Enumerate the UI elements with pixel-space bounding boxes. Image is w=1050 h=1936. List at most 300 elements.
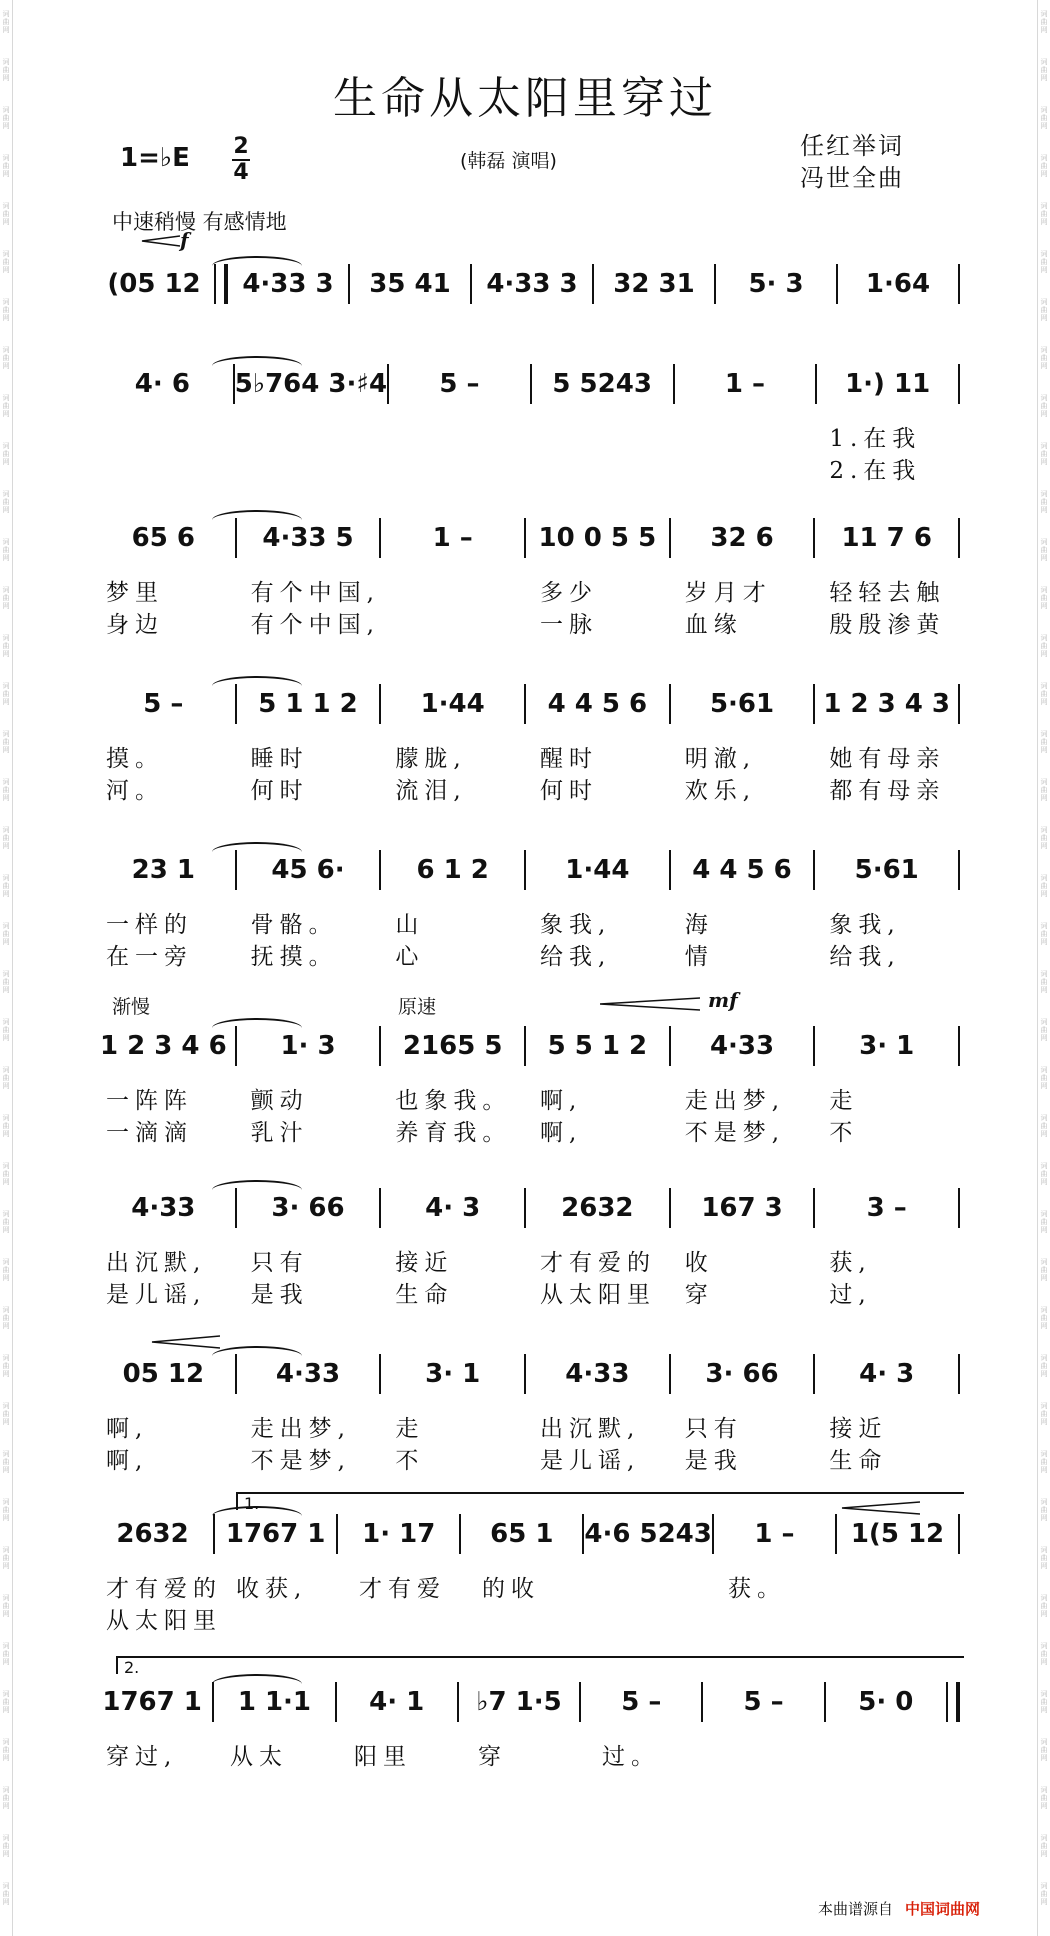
slur-mark	[212, 356, 302, 366]
watermark-text: 词曲网	[2, 298, 10, 322]
lyric-segment	[526, 420, 671, 453]
measure: 5 –	[621, 1687, 662, 1717]
watermark-text: 词曲网	[2, 106, 10, 130]
lyric-segment: 睡时	[250, 746, 309, 772]
watermark-text: 词曲网	[2, 1834, 10, 1858]
measure: 5· 0	[858, 1687, 914, 1717]
lyric-segment: 收获,	[236, 1576, 308, 1602]
key-signature: 1=♭E	[120, 143, 190, 173]
watermark-text: 词曲网	[2, 1114, 10, 1138]
watermark-text: 词曲网	[2, 874, 10, 898]
dynamic-mezzo-forte: mf	[708, 988, 738, 1012]
watermark-text: 词曲网	[1040, 250, 1048, 274]
lyric-segment: 只有	[250, 1250, 309, 1276]
slur-mark	[212, 256, 302, 266]
watermark-text: 词曲网	[2, 778, 10, 802]
barline	[958, 264, 960, 304]
watermark-text: 词曲网	[2, 1642, 10, 1666]
measure: 5 5 1 2	[547, 1031, 648, 1061]
time-signature	[232, 136, 250, 184]
barline	[958, 364, 960, 404]
watermark-text: 词曲网	[2, 1402, 10, 1426]
watermark-text: 词曲网	[2, 586, 10, 610]
lyric-segment: 象我,	[829, 912, 901, 938]
lyric-verse-1	[92, 740, 960, 773]
watermark-text: 词曲网	[2, 442, 10, 466]
lyric-segment: 明澈,	[684, 746, 756, 772]
lyric-segment	[671, 420, 816, 453]
lyric-segment: 才有爱的	[106, 1576, 222, 1602]
lyric-segment: 啊,	[106, 1416, 149, 1442]
watermark-text: 词曲网	[2, 634, 10, 658]
watermark-text: 词曲网	[1040, 1018, 1048, 1042]
measure: 1· 3	[280, 1031, 336, 1061]
lyric-segment	[836, 1738, 960, 1771]
lyric-segment: 殷殷渗黄	[829, 612, 946, 638]
measure: 4 4 5 6	[692, 855, 792, 885]
measure: 1· 17	[362, 1519, 436, 1549]
lyric-segment: 从太阳里	[106, 1608, 222, 1634]
lyric-segment: 心	[395, 944, 425, 970]
lyric-segment: 有个中国,	[250, 580, 380, 606]
measure: 2632	[116, 1519, 189, 1549]
meter-top: 2	[233, 134, 249, 159]
measure: (05 12	[107, 269, 201, 299]
measure: 1 –	[432, 523, 473, 553]
watermark-text: 词曲网	[1040, 58, 1048, 82]
measure: 5· 3	[748, 269, 804, 299]
lyric-segment	[714, 1602, 837, 1635]
dynamic-forte: f	[180, 228, 189, 252]
lyric-segment: 走	[395, 1416, 425, 1442]
lyric-segment: 阳里	[354, 1744, 412, 1770]
lyric-verse-2	[92, 938, 960, 971]
lyric-segment: 获。	[728, 1576, 786, 1602]
lyric-segment: 养育我。	[395, 1120, 512, 1146]
watermark-text: 词曲网	[2, 1738, 10, 1762]
watermark-text: 词曲网	[1040, 1306, 1048, 1330]
measure: 1 2 3 4 3	[823, 689, 951, 719]
slur-mark	[212, 1674, 302, 1684]
volta-second-ending: 2.	[116, 1656, 964, 1674]
measure: 5·61	[709, 689, 775, 719]
lyric-verse-1	[92, 906, 960, 939]
footer-brand: 中国词曲网	[905, 1900, 981, 1918]
lyric-segment: 乳汁	[250, 1120, 309, 1146]
notes-row	[92, 682, 960, 726]
lyric-segment: 2.在我	[829, 458, 922, 484]
tempo-marking: 中速稍慢 有感情地	[112, 210, 287, 234]
lyric-segment: 何时	[540, 778, 599, 804]
lyric-segment: 从太阳里	[540, 1282, 657, 1308]
lyric-segment: 欢乐,	[684, 778, 756, 804]
watermark-text: 词曲网	[1040, 394, 1048, 418]
slur-mark	[212, 1346, 302, 1356]
lyric-segment	[671, 452, 816, 485]
lyric-segment: 海	[684, 912, 714, 938]
lyric-segment: 穿	[478, 1744, 507, 1770]
watermark-text: 词曲网	[2, 826, 10, 850]
watermark-text: 词曲网	[2, 1306, 10, 1330]
lyric-segment: 都有母亲	[829, 778, 946, 804]
lyricist: 任红举词	[800, 132, 904, 160]
watermark-text: 词曲网	[2, 250, 10, 274]
measure: 1 –	[754, 1519, 795, 1549]
lyric-segment: 朦胧,	[395, 746, 467, 772]
lyric-segment: 情	[684, 944, 714, 970]
lyric-segment: 何时	[250, 778, 309, 804]
lyric-segment: 收	[684, 1250, 714, 1276]
lyric-segment	[237, 420, 382, 453]
notes-row	[92, 1512, 960, 1556]
watermark-text: 词曲网	[2, 922, 10, 946]
measure: 1767 1	[102, 1687, 202, 1717]
lyric-verse-1	[92, 574, 960, 607]
measure: 1 2 3 4 6	[100, 1031, 227, 1061]
watermark-text: 词曲网	[2, 730, 10, 754]
watermark-text: 词曲网	[2, 202, 10, 226]
lyric-segment: 过,	[829, 1282, 872, 1308]
measure: 6 1 2	[416, 855, 489, 885]
barline	[958, 518, 960, 558]
song-title: 生命从太阳里穿过	[333, 73, 717, 124]
watermark-text: 词曲网	[2, 1594, 10, 1618]
lyric-segment: 不	[395, 1448, 425, 1474]
notes-row	[92, 362, 960, 406]
watermark-text: 词曲网	[1040, 346, 1048, 370]
meter-bottom: 4	[233, 160, 249, 185]
lyric-segment	[237, 452, 382, 485]
measure: 4· 3	[859, 1359, 915, 1389]
watermark-text: 词曲网	[1040, 1738, 1048, 1762]
measure: 4· 3	[425, 1193, 481, 1223]
measure: 4 4 5 6	[547, 689, 648, 719]
watermark-text: 词曲网	[1040, 730, 1048, 754]
lyric-segment: 在一旁	[106, 944, 193, 970]
watermark-text: 词曲网	[1040, 10, 1048, 34]
lyric-segment: 啊,	[106, 1448, 149, 1474]
measure: 23 1	[131, 855, 195, 885]
watermark-text: 词曲网	[1040, 1114, 1048, 1138]
measure: 32 6	[710, 523, 774, 553]
notes-row	[92, 516, 960, 560]
watermark-text: 词曲网	[1040, 826, 1048, 850]
watermark-text: 词曲网	[1040, 1546, 1048, 1570]
lyric-segment: 醒时	[540, 746, 599, 772]
notes-row	[92, 262, 960, 306]
watermark-text: 词曲网	[2, 1210, 10, 1234]
notes-row	[92, 848, 960, 892]
lyric-segment: 一脉	[540, 612, 599, 638]
slur-mark	[212, 1180, 302, 1190]
crescendo-hairpin-1	[140, 234, 180, 248]
watermark-text: 词曲网	[2, 154, 10, 178]
measure: 4·33	[275, 1359, 341, 1389]
measure: 3· 1	[859, 1031, 915, 1061]
measure: 1 –	[724, 369, 765, 399]
measure: 4·6 5243	[584, 1519, 712, 1549]
right-watermark-strip	[1037, 0, 1050, 1936]
lyric-segment	[92, 452, 237, 485]
watermark-text: 词曲网	[1040, 490, 1048, 514]
lyric-segment: 只有	[684, 1416, 743, 1442]
watermark-text: 词曲网	[1040, 778, 1048, 802]
watermark-text: 词曲网	[1040, 1690, 1048, 1714]
watermark-text: 词曲网	[2, 1018, 10, 1042]
measure: 4·33	[131, 1193, 196, 1223]
watermark-text: 词曲网	[2, 1066, 10, 1090]
lyric-segment: 出沉默,	[540, 1416, 641, 1442]
lyric-segment: 流泪,	[395, 778, 467, 804]
measure: 5 –	[143, 689, 184, 719]
lyric-segment: 摸。	[106, 746, 164, 772]
watermark-text: 词曲网	[1040, 1210, 1048, 1234]
lyric-segment	[345, 1602, 468, 1635]
lyric-segment	[712, 1738, 836, 1771]
lyric-segment	[591, 1602, 714, 1635]
measure: 4· 1	[369, 1687, 425, 1717]
lyric-verse-1	[92, 1082, 960, 1115]
lyric-segment: 才有爱	[359, 1576, 446, 1602]
lyric-segment: 接近	[829, 1416, 888, 1442]
lyric-segment: 骨骼。	[250, 912, 338, 938]
measure: ♭7 1·5	[476, 1687, 562, 1717]
measure: 3 –	[866, 1193, 907, 1223]
watermark-text: 词曲网	[1040, 1066, 1048, 1090]
barline	[958, 1514, 960, 1554]
lyric-segment: 也象我。	[395, 1088, 512, 1114]
barline	[958, 684, 960, 724]
watermark-text: 词曲网	[2, 58, 10, 82]
lyric-verse-1	[92, 420, 960, 453]
lyric-segment: 她有母亲	[829, 746, 946, 772]
watermark-text: 词曲网	[2, 538, 10, 562]
lyric-segment: 从太	[230, 1744, 288, 1770]
lyric-segment: 多少	[540, 580, 599, 606]
lyric-segment: 不是梦,	[684, 1120, 785, 1146]
measure: 65 1	[490, 1519, 554, 1549]
measure: 2632	[561, 1193, 634, 1223]
measure: 1·) 11	[845, 369, 931, 399]
lyric-segment: 不	[829, 1120, 859, 1146]
lyric-segment	[381, 420, 526, 453]
lyric-segment: 抚摸。	[250, 944, 338, 970]
notes-row	[92, 1352, 960, 1396]
crescendo-hairpin-2	[600, 996, 700, 1012]
measure: 3· 66	[271, 1193, 345, 1223]
watermark-text: 词曲网	[1040, 874, 1048, 898]
lyric-segment: 接近	[395, 1250, 454, 1276]
watermark-text: 词曲网	[2, 1882, 10, 1906]
watermark-text: 词曲网	[1040, 922, 1048, 946]
watermark-text: 词曲网	[1040, 1786, 1048, 1810]
lyric-segment: 轻轻去触	[829, 580, 946, 606]
measure: 4·33 5	[262, 523, 354, 553]
composer: 冯世全曲	[800, 164, 904, 192]
watermark-text: 词曲网	[1040, 154, 1048, 178]
lyric-segment: 是儿谣,	[540, 1448, 641, 1474]
watermark-text: 词曲网	[1040, 1258, 1048, 1282]
lyric-verse-1	[92, 1410, 960, 1443]
measure: 4·33 3	[242, 269, 334, 299]
lyric-segment: 出沉默,	[106, 1250, 207, 1276]
measure: 1·64	[865, 269, 931, 299]
lyric-segment: 不是梦,	[250, 1448, 351, 1474]
watermark-text: 词曲网	[2, 1354, 10, 1378]
measure: 3· 66	[705, 1359, 779, 1389]
watermark-text: 词曲网	[2, 1162, 10, 1186]
measure: 4· 6	[134, 369, 190, 399]
barline	[958, 1026, 960, 1066]
watermark-text: 词曲网	[1040, 1162, 1048, 1186]
lyric-segment: 身边	[106, 612, 164, 638]
measure: 11 7 6	[841, 523, 932, 553]
lyric-segment: 啊,	[540, 1088, 583, 1114]
notes-row	[92, 1680, 960, 1724]
lyric-segment	[468, 1602, 591, 1635]
notes-row	[92, 1024, 960, 1068]
lyric-segment: 河。	[106, 778, 164, 804]
notes-row	[92, 1186, 960, 1230]
lyric-segment	[591, 1570, 714, 1603]
lyric-segment: 生命	[829, 1448, 888, 1474]
lyric-segment: 走出梦,	[250, 1416, 351, 1442]
lyric-segment: 走	[829, 1088, 859, 1114]
watermark-text: 词曲网	[1040, 634, 1048, 658]
measure: 4·33	[709, 1031, 775, 1061]
lyric-verse-2	[92, 772, 960, 805]
measure: 2165 5	[402, 1031, 503, 1061]
lyric-segment	[381, 452, 526, 485]
lyric-segment	[837, 1570, 960, 1603]
lyric-segment: 一阵阵	[106, 1088, 193, 1114]
lyric-segment	[526, 452, 671, 485]
watermark-text: 词曲网	[1040, 1882, 1048, 1906]
watermark-text: 词曲网	[1040, 1834, 1048, 1858]
lyric-verse-2	[92, 452, 960, 485]
lyric-segment: 的收	[482, 1576, 540, 1602]
watermark-text: 词曲网	[2, 1450, 10, 1474]
measure: 1(5 12	[850, 1519, 945, 1549]
watermark-text: 词曲网	[2, 1690, 10, 1714]
lyric-segment: 穿过,	[106, 1744, 178, 1770]
lyric-verse-2	[92, 1276, 960, 1309]
measure: 1·44	[565, 855, 630, 885]
footer-source-text: 本曲谱源自	[818, 1900, 894, 1918]
watermark-text: 词曲网	[1040, 1594, 1048, 1618]
watermark-text: 词曲网	[2, 1786, 10, 1810]
watermark-text: 词曲网	[1040, 1354, 1048, 1378]
lyric-segment: 给我,	[540, 944, 612, 970]
barline	[958, 1354, 960, 1394]
lyric-segment	[92, 420, 237, 453]
performer: (韩磊 演唱)	[460, 150, 557, 172]
lyric-segment: 岁月才	[684, 580, 772, 606]
watermark-text: 词曲网	[2, 1258, 10, 1282]
measure: 5·61	[854, 855, 919, 885]
lyric-segment: 生命	[395, 1282, 454, 1308]
slur-mark	[212, 842, 302, 852]
watermark-text: 词曲网	[2, 346, 10, 370]
lyric-segment: 梦里	[106, 580, 164, 606]
watermark-text: 词曲网	[2, 490, 10, 514]
a-tempo-marking: 原速	[398, 996, 437, 1018]
measure: 5♭764 3·♯4	[234, 369, 388, 399]
watermark-text: 词曲网	[2, 10, 10, 34]
lyric-segment: 获,	[829, 1250, 872, 1276]
credits	[800, 130, 904, 194]
watermark-text: 词曲网	[1040, 538, 1048, 562]
lyric-segment: 是我	[250, 1282, 309, 1308]
watermark-text: 词曲网	[1040, 298, 1048, 322]
watermark-text: 词曲网	[1040, 586, 1048, 610]
watermark-text: 词曲网	[2, 394, 10, 418]
lyric-segment: 是我	[684, 1448, 743, 1474]
watermark-text: 词曲网	[2, 970, 10, 994]
lyric-segment: 一样的	[106, 912, 193, 938]
lyric-segment: 山	[395, 912, 425, 938]
slur-mark	[212, 510, 302, 520]
left-watermark-strip	[0, 0, 13, 1936]
barline	[958, 850, 960, 890]
lyric-segment	[381, 574, 526, 607]
lyric-verse-2	[92, 1114, 960, 1147]
lyric-segment: 过。	[602, 1744, 660, 1770]
watermark-text: 词曲网	[1040, 1450, 1048, 1474]
measure: 10 0 5 5	[538, 523, 657, 553]
lyric-segment: 走出梦,	[684, 1088, 785, 1114]
measure: 1·44	[420, 689, 485, 719]
volta-first-ending: 1.	[236, 1492, 964, 1510]
lyric-segment: 象我,	[540, 912, 612, 938]
measure: 05 12	[122, 1359, 205, 1389]
lyric-segment	[837, 1602, 960, 1635]
barline	[958, 1188, 960, 1228]
watermark-text: 词曲网	[2, 682, 10, 706]
footer-source	[818, 1898, 980, 1919]
slur-mark	[212, 676, 302, 686]
lyric-verse-1	[92, 1570, 960, 1603]
lyric-segment: 才有爱的	[540, 1250, 657, 1276]
lyric-segment: 颤动	[250, 1088, 309, 1114]
measure: 5 1 1 2	[258, 689, 358, 719]
measure: 3· 1	[425, 1359, 481, 1389]
measure: 5 5243	[552, 369, 652, 399]
lyric-verse-1	[92, 1244, 960, 1277]
lyric-verse-2	[92, 1602, 960, 1635]
watermark-text: 词曲网	[1040, 1402, 1048, 1426]
watermark-text: 词曲网	[1040, 202, 1048, 226]
measure: 167 3	[701, 1193, 783, 1223]
final-barline	[946, 1682, 960, 1722]
measure: 5 –	[743, 1687, 784, 1717]
watermark-text: 词曲网	[2, 1498, 10, 1522]
ritardando-marking: 渐慢	[112, 996, 151, 1018]
lyric-segment: 血缘	[684, 612, 743, 638]
lyric-segment: 穿	[684, 1282, 714, 1308]
measure: 4·33	[565, 1359, 630, 1389]
watermark-text: 词曲网	[1040, 106, 1048, 130]
watermark-text: 词曲网	[1040, 970, 1048, 994]
slur-mark	[212, 1018, 302, 1028]
lyric-segment	[381, 606, 526, 639]
watermark-text: 词曲网	[1040, 442, 1048, 466]
lyric-segment	[222, 1602, 345, 1635]
lyric-segment: 给我,	[829, 944, 901, 970]
measure: 32 31	[613, 269, 695, 299]
watermark-text: 词曲网	[2, 1546, 10, 1570]
watermark-text: 词曲网	[1040, 1498, 1048, 1522]
